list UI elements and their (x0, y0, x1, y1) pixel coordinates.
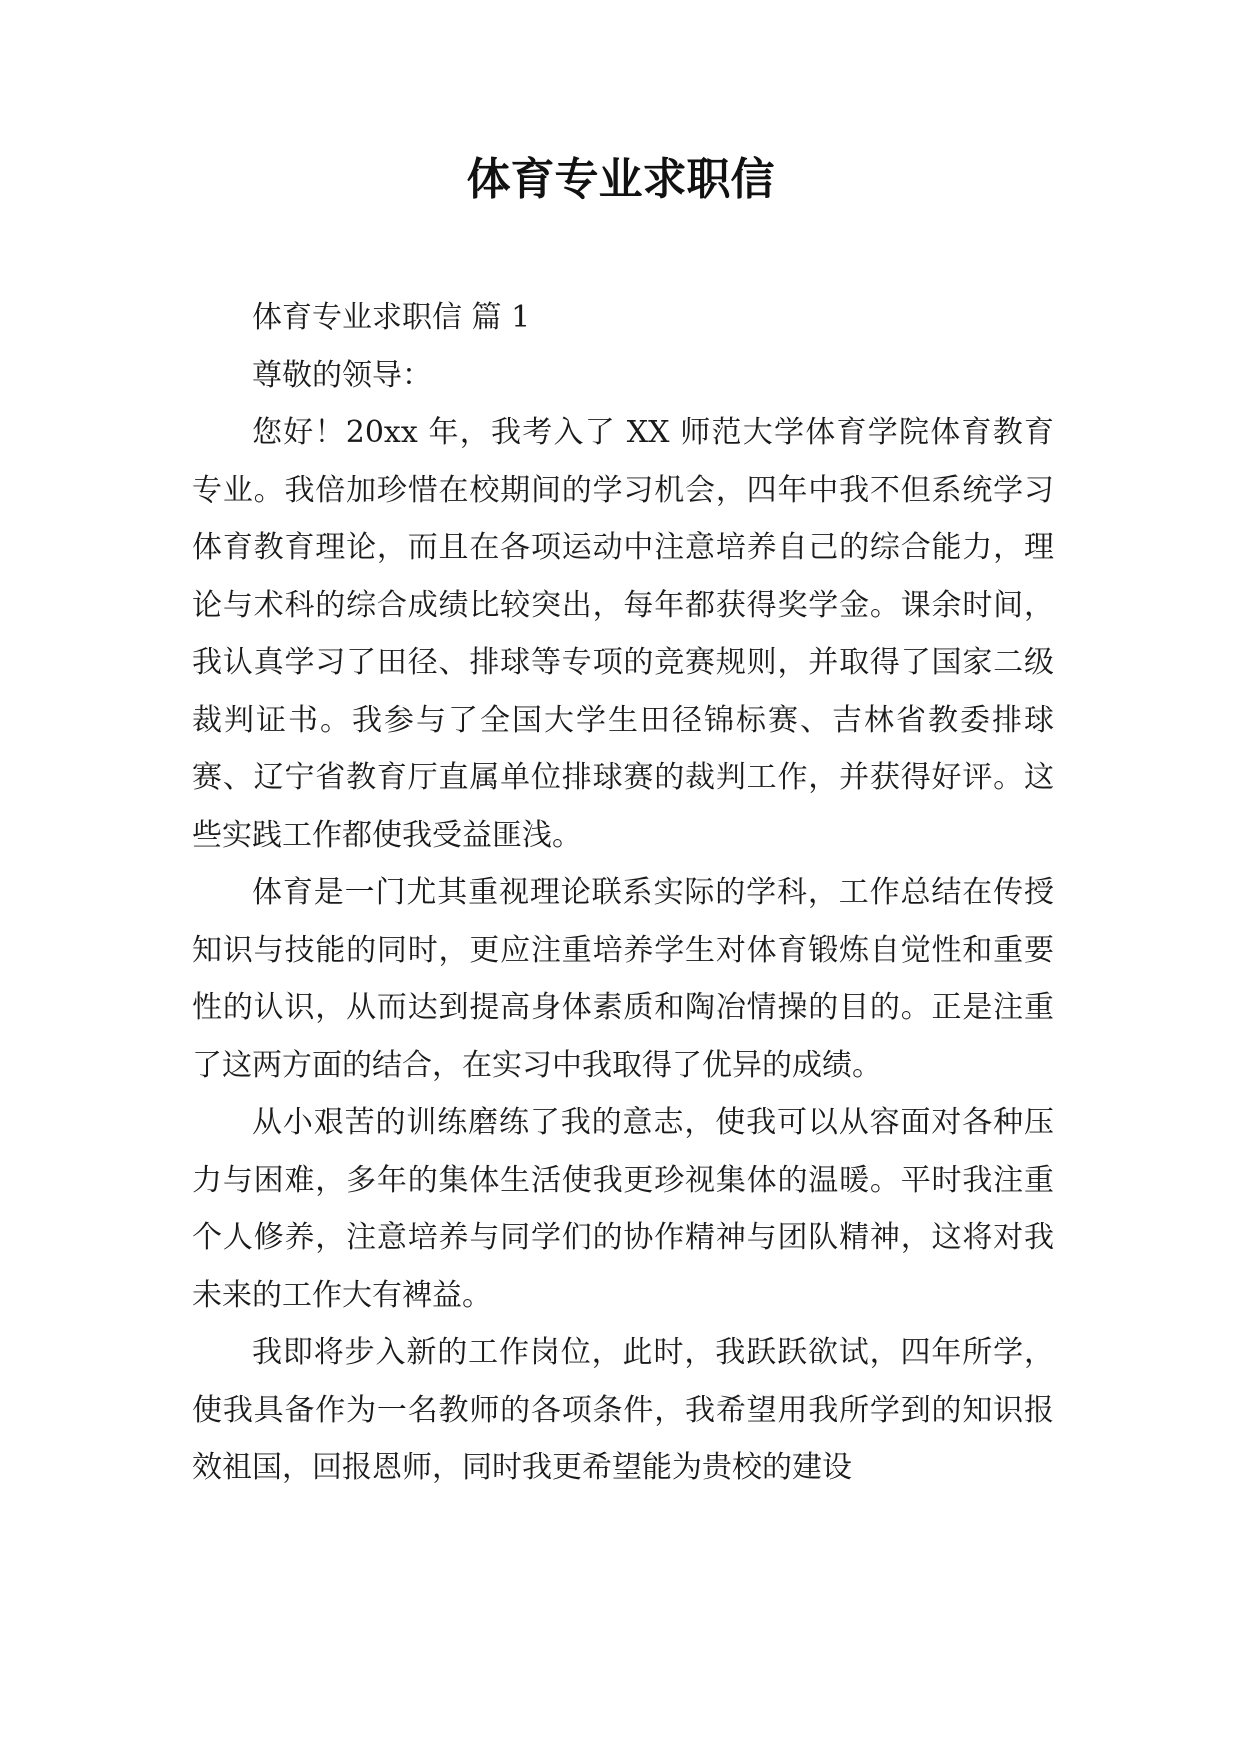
body-paragraph: 您好！20xx 年，我考入了 XX 师范大学体育学院体育教育专业。我倍加珍惜在校期间的学习机会，四年中我不但系统学习体育教育理论，而且在各项运动中注意培养自己的综合能力，理论与术科的综合成绩比较突出，每年都获得奖学金。课余时间，我认真学习了田径、排球等专项的竞赛规则，并取得了国家二级裁判证书。我参与了全国大学生田径锦标赛、吉林省教委排球赛、辽宁省教育厅直属单位排球赛的裁判工作，并获得好评。这些实践工作都使我受益匪浅。 (192, 415, 1054, 853)
body-paragraph: 从小艰苦的训练磨练了我的意志，使我可以从容面对各种压力与困难，多年的集体生活使我更珍视集体的温暖。平时我注重个人修养，注意培养与同学们的协作精神与团队精神，这将对我未来的工作大有裨益。 (192, 1105, 1054, 1313)
body-paragraph: 体育是一门尤其重视理论联系实际的学科，工作总结在传授知识与技能的同时，更应注重培养学生对体育锻炼自觉性和重要性的认识，从而达到提高身体素质和陶冶情操的目的。正是注重了这两方面的结合，在实习中我取得了优异的成绩。 (192, 875, 1054, 1083)
body-paragraph: 我即将步入新的工作岗位，此时，我跃跃欲试，四年所学，使我具备作为一名教师的各项条件，我希望用我所学到的知识报效祖国，回报恩师，同时我更希望能为贵校的建设 (192, 1335, 1054, 1485)
document-body (192, 289, 1054, 1497)
salutation: 尊敬的领导： (252, 357, 432, 393)
document-title: 体育专业求职信 (466, 154, 775, 205)
section-heading: 体育专业求职信 篇 1 (252, 300, 531, 335)
